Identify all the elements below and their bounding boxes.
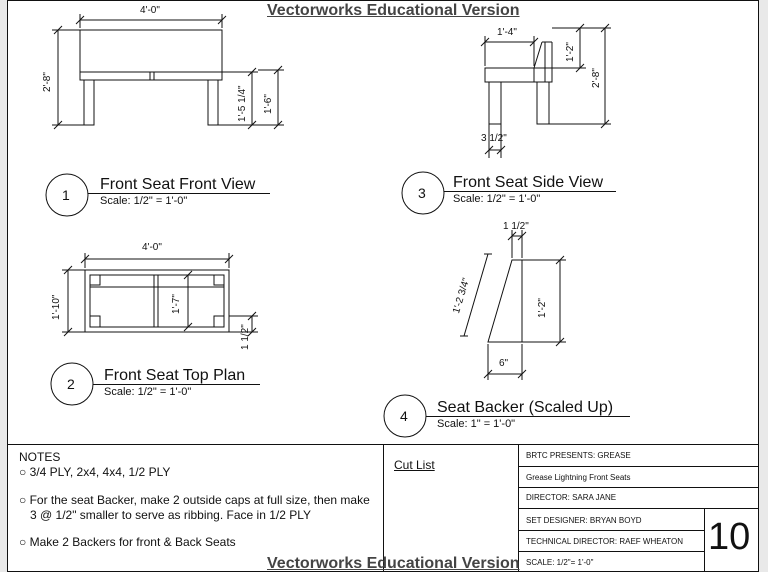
dim-backer-top: 1 1/2" [503, 221, 529, 232]
dim-front-height: 2'-8" [42, 72, 53, 92]
view-number-2: 2 [67, 376, 75, 392]
tb-technical-director: TECHNICAL DIRECTOR: RAEF WHEATON [526, 537, 684, 546]
watermark-bottom: Vectorworks Educational Version [267, 555, 520, 572]
dim-top-width: 4'-0" [142, 242, 162, 253]
view-title-front: Front Seat Front View [100, 176, 256, 193]
dim-top-rail: 1 1/2" [240, 324, 251, 350]
dim-backer-diagonal: 1'-2 3/4" [451, 276, 473, 315]
sheet-number: 10 [708, 516, 751, 558]
tb-director: DIRECTOR: SARA JANE [526, 493, 617, 502]
dim-front-seat-height: 1'-5 1/4" [237, 85, 248, 122]
dim-backer-height: 1'-2" [537, 298, 548, 318]
view-scale-side: Scale: 1/2" = 1'-0" [453, 193, 541, 205]
note-item-1: ○ 3/4 PLY, 2x4, 4x4, 1/2 PLY [19, 465, 171, 479]
view-scale-backer: Scale: 1" = 1'-0" [437, 418, 516, 430]
dim-top-inner-depth: 1'-7" [171, 294, 182, 314]
note-text-2: For the seat Backer, make 2 outside caps at full size, then make [29, 493, 370, 507]
dim-front-leg-height: 1'-6" [263, 94, 274, 114]
note-text-3: Make 2 Backers for front & Back Seats [29, 535, 236, 549]
tb-project: Grease Lightning Front Seats [526, 473, 631, 482]
tb-scale: SCALE: 1/2"= 1'-0" [526, 558, 594, 567]
view-number-4: 4 [400, 408, 408, 424]
dim-side-leg-width: 3 1/2" [481, 133, 507, 144]
dim-side-back-height: 1'-2" [565, 42, 576, 62]
view-scale-top-plan: Scale: 1/2" = 1'-0" [104, 386, 192, 398]
view-title-side: Front Seat Side View [453, 174, 604, 191]
note-item-2: ○ For the seat Backer, make 2 outside caps at full size, then make [19, 493, 370, 507]
dim-top-depth: 1'-10" [51, 294, 62, 320]
dim-side-depth: 1'-4" [497, 27, 517, 38]
view-scale-front: Scale: 1/2" = 1'-0" [100, 195, 188, 207]
note-item-3: ○ Make 2 Backers for front & Back Seats [19, 535, 236, 549]
view-number-1: 1 [62, 187, 70, 203]
notes-heading: NOTES [19, 450, 61, 464]
view-title-top-plan: Front Seat Top Plan [104, 367, 246, 384]
watermark-top: Vectorworks Educational Version [267, 2, 520, 19]
dim-side-total-height: 2'-8" [591, 68, 602, 88]
note-text-1: 3/4 PLY, 2x4, 4x4, 1/2 PLY [29, 465, 171, 479]
view-title-backer: Seat Backer (Scaled Up) [437, 399, 614, 416]
tb-presents: BRTC PRESENTS: GREASE [526, 451, 631, 460]
note-item-2-cont: 3 @ 1/2" smaller to serve as ribbing. Face in 1/2 PLY [30, 508, 312, 522]
dim-front-width: 4'-0" [140, 5, 160, 16]
tb-set-designer: SET DESIGNER: BRYAN BOYD [526, 516, 642, 525]
dim-backer-base: 6" [499, 358, 509, 369]
view-number-3: 3 [418, 185, 426, 201]
cut-list-heading: Cut List [394, 458, 435, 472]
